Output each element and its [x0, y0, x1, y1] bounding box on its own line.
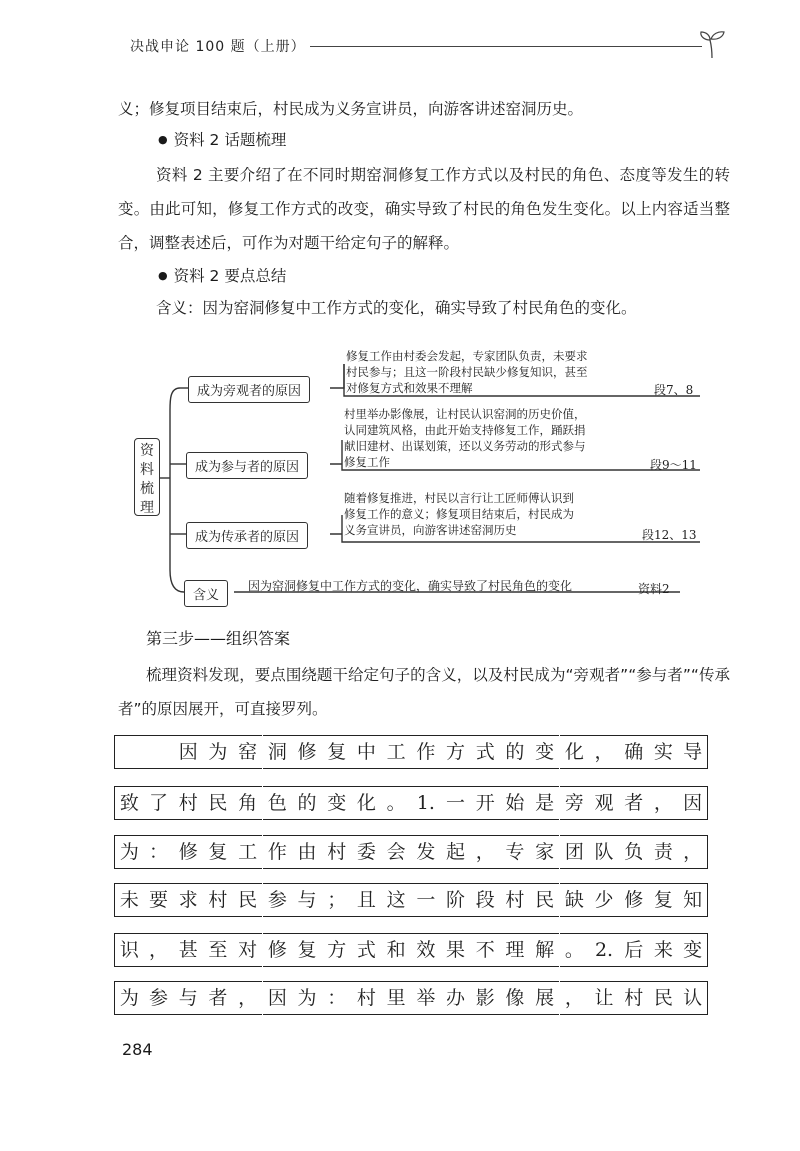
- answer-cell: 段: [470, 883, 500, 917]
- answer-cell: 责: [649, 835, 679, 869]
- answer-cell: 式: [352, 933, 382, 967]
- answer-cell: 复: [203, 835, 233, 869]
- answer-cell: 为: [203, 735, 233, 769]
- answer-cell: 观: [589, 786, 619, 820]
- answer-row: [114, 981, 708, 1017]
- answer-cell: 化: [352, 786, 382, 820]
- answer-cell: ，: [589, 735, 619, 769]
- answer-cell: 与: [173, 981, 203, 1015]
- answer-cell: 影: [470, 981, 500, 1015]
- answer-cell: 民: [233, 883, 263, 917]
- mindmap-ref-participant: 段9～11: [650, 458, 697, 472]
- answer-cell: 理: [500, 933, 530, 967]
- answer-cell: 一: [411, 883, 441, 917]
- paragraph-topic-summary: 资料 2 主要介绍了在不同时期窑洞修复工作方式以及村民的角色、态度等发生的转变。由此可知，修复工作方式的改变，确实导致了村民的角色发生变化。以上内容适当整合，调整表述后，可作为对题干给定句子的解释。: [118, 166, 730, 252]
- answer-cell: 。: [560, 933, 590, 967]
- answer-cell: 参: [263, 883, 293, 917]
- answer-row: [114, 786, 708, 822]
- mindmap-ref-bystander: 段7、8: [654, 383, 694, 397]
- sprout-icon: [698, 28, 728, 60]
- answer-cell: 民: [649, 981, 679, 1015]
- answer-cell: 因: [678, 786, 708, 820]
- answer-cell: 识: [114, 933, 144, 967]
- answer-cell: 工: [381, 735, 411, 769]
- answer-cell: 团: [560, 835, 590, 869]
- answer-cell: 村: [173, 786, 203, 820]
- answer-cell: 来: [649, 933, 679, 967]
- answer-cell: 旁: [560, 786, 590, 820]
- answer-cell: 复: [322, 735, 352, 769]
- answer-cell: 复: [649, 883, 679, 917]
- answer-cell: 未: [114, 883, 144, 917]
- answer-cell: 确: [619, 735, 649, 769]
- answer-cell: 变: [678, 933, 708, 967]
- answer-cell: 举: [411, 981, 441, 1015]
- answer-cell: 为: [114, 981, 144, 1015]
- answer-cell: 角: [233, 786, 263, 820]
- answer-cell: 求: [173, 883, 203, 917]
- answer-cell: 导: [678, 735, 708, 769]
- answer-cell: 少: [589, 883, 619, 917]
- answer-cell: 果: [441, 933, 471, 967]
- answer-cell: 因: [173, 735, 203, 769]
- answer-cell: 村: [500, 883, 530, 917]
- answer-cell: 作: [263, 835, 293, 869]
- answer-cell: 队: [589, 835, 619, 869]
- answer-cell: 由: [292, 835, 322, 869]
- answer-cell: 者: [203, 981, 233, 1015]
- answer-cell: ，: [233, 981, 263, 1015]
- intro-line: 义；修复项目结束后，村民成为义务宣讲员，向游客讲述窑洞历史。: [118, 100, 584, 118]
- mindmap-node-meaning: 含义: [184, 580, 228, 607]
- answer-cell: 变: [530, 735, 560, 769]
- answer-cell: 因: [263, 981, 293, 1015]
- answer-cell: 村: [203, 883, 233, 917]
- answer-cell: 且: [352, 883, 382, 917]
- answer-cell: [114, 735, 144, 769]
- answer-cell: 村: [619, 981, 649, 1015]
- answer-cell: 方: [322, 933, 352, 967]
- answer-cell: 村: [322, 835, 352, 869]
- bullet-key-points: ● 资料 2 要点总结: [158, 259, 286, 293]
- answer-cell: 复: [292, 933, 322, 967]
- answer-cell: ，: [144, 933, 174, 967]
- answer-cell: 像: [500, 981, 530, 1015]
- answer-cell: 洞: [263, 735, 293, 769]
- answer-cell: 致: [114, 786, 144, 820]
- answer-cell: ；: [322, 883, 352, 917]
- answer-cell: 发: [411, 835, 441, 869]
- answer-cell: 为: [114, 835, 144, 869]
- running-header-title: 决战申论 100 题（上册）: [130, 39, 306, 55]
- answer-cell: 负: [619, 835, 649, 869]
- answer-cell: 对: [233, 933, 263, 967]
- answer-cell: 是: [530, 786, 560, 820]
- mindmap-desc-participant: 村里举办影像展，让村民认识窑洞的历史价值， 认同建筑风格，由此开始支持修复工作，踊跃捐 献旧建材、出谋划策，还以义务劳动的形式参与 修复工作: [344, 407, 586, 469]
- answer-cell: 让: [589, 981, 619, 1015]
- answer-cell: ：: [144, 835, 174, 869]
- answer-cell: [144, 735, 174, 769]
- answer-cell: 始: [500, 786, 530, 820]
- mindmap-desc-meaning: 因为窑洞修复中工作方式的变化，确实导致了村民角色的变化: [248, 579, 573, 593]
- mindmap-ref-inheritor: 段12、13: [642, 528, 697, 542]
- answer-cell: 不: [470, 933, 500, 967]
- answer-cell: 工: [233, 835, 263, 869]
- answer-cell: ，: [560, 981, 590, 1015]
- answer-cell: 阶: [441, 883, 471, 917]
- answer-cell: 效: [411, 933, 441, 967]
- answer-cell: 展: [530, 981, 560, 1015]
- mindmap-node-bystander: 成为旁观者的原因: [188, 376, 310, 403]
- answer-cell: ，: [649, 786, 679, 820]
- answer-cell: 这: [381, 883, 411, 917]
- answer-cell: 甚: [173, 933, 203, 967]
- bullet-topic-sorting: ● 资料 2 话题梳理: [158, 123, 286, 157]
- answer-cell: 化: [560, 735, 590, 769]
- answer-cell: 1.: [411, 786, 441, 820]
- answer-cell: 办: [441, 981, 471, 1015]
- mindmap-node-inheritor: 成为传承者的原因: [186, 522, 308, 549]
- answer-cell: 专: [500, 835, 530, 869]
- answer-cell: 一: [441, 786, 471, 820]
- page-number: 284: [122, 1040, 153, 1059]
- answer-cell: 。: [381, 786, 411, 820]
- answer-cell: 民: [203, 786, 233, 820]
- mind-map: [120, 330, 720, 620]
- answer-cell: 缺: [560, 883, 590, 917]
- answer-cell: 变: [322, 786, 352, 820]
- answer-cell: 知: [678, 883, 708, 917]
- answer-cell: 窑: [233, 735, 263, 769]
- answer-cell: 与: [292, 883, 322, 917]
- answer-cell: 认: [678, 981, 708, 1015]
- step3-title: 第三步——组织答案: [146, 629, 291, 648]
- answer-cell: 村: [352, 981, 382, 1015]
- answer-cell: 的: [500, 735, 530, 769]
- answer-row: [114, 835, 708, 871]
- answer-row: [114, 883, 708, 919]
- answer-cell: 解: [530, 933, 560, 967]
- answer-cell: 民: [530, 883, 560, 917]
- mindmap-desc-inheritor: 随着修复推进，村民以言行让工匠师傅认识到 修复工作的意义；修复项目结束后，村民成为 义务宣讲员，向游客讲述窑洞历史: [344, 491, 574, 537]
- answer-cell: ，: [470, 835, 500, 869]
- answer-row: [114, 735, 708, 771]
- answer-cell: 修: [263, 933, 293, 967]
- step3-paragraph: 梳理资料发现，要点围绕题干给定句子的含义，以及村民成为“旁观者”“参与者”“传承者”的原因展开，可直接罗列。: [118, 666, 730, 718]
- answer-cell: 了: [144, 786, 174, 820]
- answer-cell: 者: [619, 786, 649, 820]
- answer-cell: 2.: [589, 933, 619, 967]
- answer-cell: 色: [263, 786, 293, 820]
- answer-cell: 作: [411, 735, 441, 769]
- answer-cell: 开: [470, 786, 500, 820]
- answer-cell: 中: [352, 735, 382, 769]
- mindmap-desc-bystander: 修复工作由村委会发起，专家团队负责，未要求 村民参与；且这一阶段村民缺少修复知识，甚至 对修复方式和效果不理解: [346, 349, 588, 395]
- answer-cell: 修: [619, 883, 649, 917]
- answer-cell: ，: [678, 835, 708, 869]
- answer-cell: 的: [292, 786, 322, 820]
- answer-cell: 参: [144, 981, 174, 1015]
- mindmap-node-participant: 成为参与者的原因: [186, 452, 308, 479]
- mindmap-ref-meaning: 资料2: [638, 582, 670, 596]
- answer-cell: 修: [292, 735, 322, 769]
- answer-cell: 家: [530, 835, 560, 869]
- answer-cell: ：: [322, 981, 352, 1015]
- answer-cell: 起: [441, 835, 471, 869]
- answer-cell: 和: [381, 933, 411, 967]
- answer-cell: 里: [381, 981, 411, 1015]
- answer-cell: 要: [144, 883, 174, 917]
- answer-row: [114, 933, 708, 969]
- answer-cell: 方: [441, 735, 471, 769]
- header-rule: [310, 46, 702, 47]
- answer-cell: 为: [292, 981, 322, 1015]
- answer-cell: 后: [619, 933, 649, 967]
- answer-cell: 修: [173, 835, 203, 869]
- answer-cell: 委: [352, 835, 382, 869]
- meaning-sentence: 含义：因为窑洞修复中工作方式的变化，确实导致了村民角色的变化。: [156, 299, 637, 317]
- answer-cell: 至: [203, 933, 233, 967]
- answer-cell: 会: [381, 835, 411, 869]
- answer-cell: 式: [470, 735, 500, 769]
- answer-cell: 实: [649, 735, 679, 769]
- mindmap-root: 资料梳理: [134, 438, 160, 516]
